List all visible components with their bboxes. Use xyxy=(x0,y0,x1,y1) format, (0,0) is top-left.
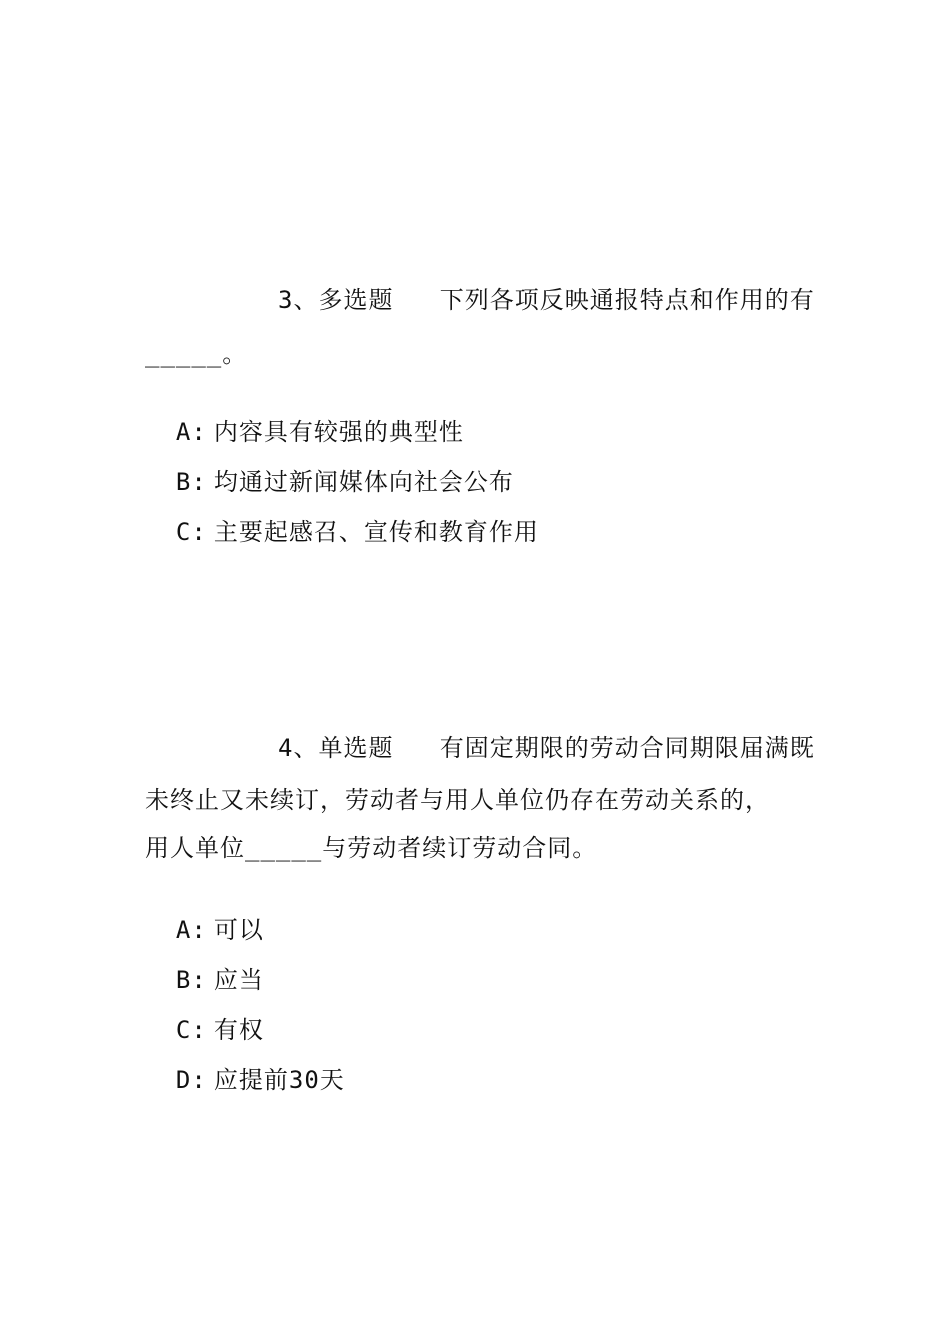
option-letter: B: xyxy=(175,468,207,496)
option-text: 内容具有较强的典型性 xyxy=(213,418,464,446)
question-4-option-d xyxy=(145,1032,345,1096)
question-3-body-line-1: _____。 xyxy=(145,340,248,368)
option-text: 有权 xyxy=(213,1016,264,1044)
question-4-body-line-1: 未终止又未续订，劳动者与用人单位仍存在劳动关系的， xyxy=(145,786,770,814)
option-text: 应当 xyxy=(213,966,264,994)
question-4-header: 4、单选题 有固定期限的劳动合同期限届满既 xyxy=(278,734,815,762)
question-4-body-line-2: 用人单位_____与劳动者续订劳动合同。 xyxy=(145,834,598,862)
option-text: 均通过新闻媒体向社会公布 xyxy=(213,468,514,496)
option-text: 可以 xyxy=(213,916,264,944)
option-letter: A: xyxy=(175,916,207,944)
question-3-header: 3、多选题 下列各项反映通报特点和作用的有 xyxy=(278,286,815,314)
option-letter: C: xyxy=(175,518,207,546)
option-text: 应提前30天 xyxy=(213,1066,345,1094)
option-text: 主要起感召、宣传和教育作用 xyxy=(213,518,539,546)
question-3-option-c xyxy=(145,484,539,548)
option-letter: B: xyxy=(175,966,207,994)
option-letter: A: xyxy=(175,418,207,446)
option-letter: D: xyxy=(175,1066,207,1094)
option-letter: C: xyxy=(175,1016,207,1044)
